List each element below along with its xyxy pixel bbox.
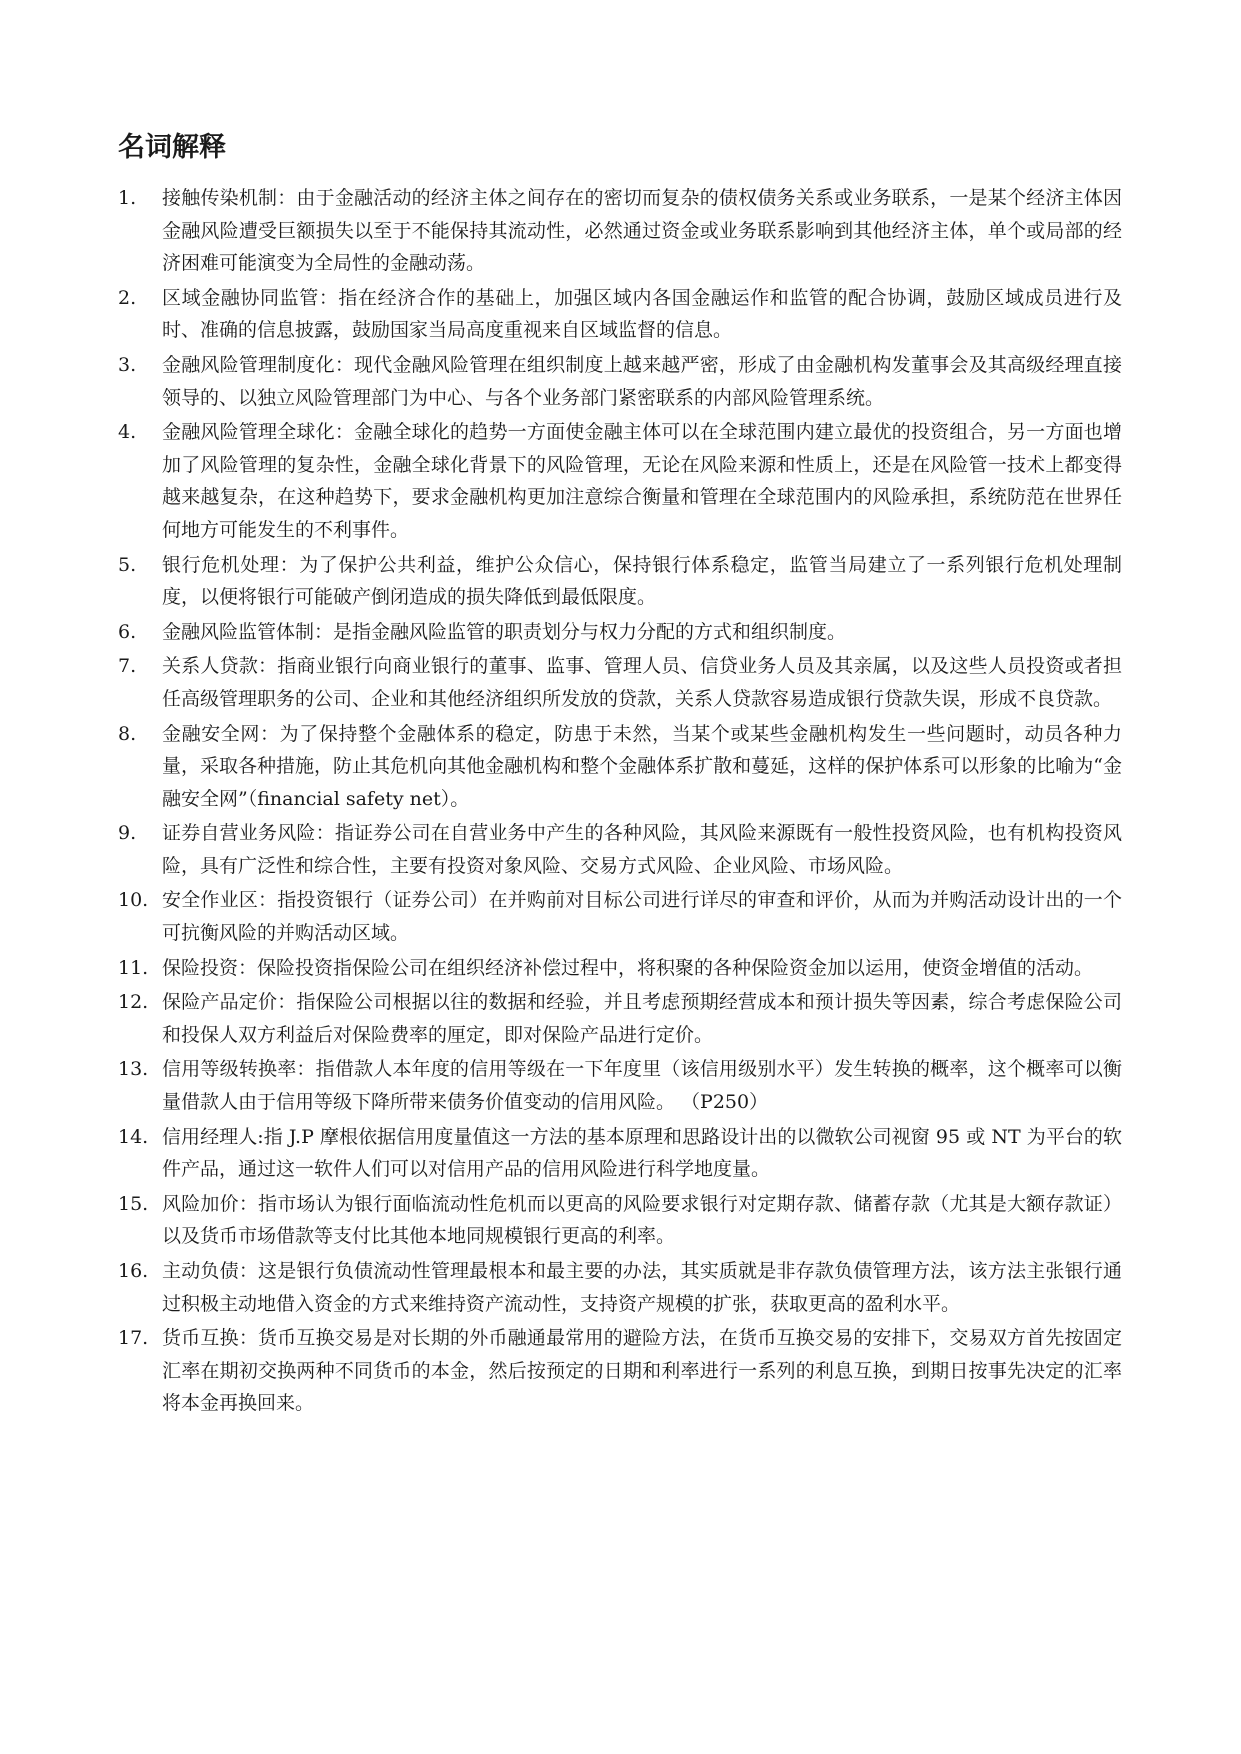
item-number: 8. <box>118 722 137 745</box>
item-text: 主动负债：这是银行负债流动性管理最根本和最主要的办法，其实质就是非存款负债管理方法，该方法主张银行通过积极主动地借入资金的方式来维持资产流动性，支持资产规模的扩张，获取更高的盈利水平。 <box>162 1260 1122 1315</box>
page-title: 名词解释 <box>118 132 226 163</box>
term-list <box>118 182 1122 1422</box>
item-number: 5. <box>118 553 137 576</box>
item-number: 14. <box>118 1125 149 1148</box>
item-text: 接触传染机制：由于金融活动的经济主体之间存在的密切而复杂的债权债务关系或业务联系，一是某个经济主体因金融风险遭受巨额损失以至于不能保持其流动性，必然通过资金或业务联系影响到其他经济主体，单个或局部的经济困难可能演变为全局性的金融动荡。 <box>162 187 1122 275</box>
list-item <box>118 416 1122 546</box>
list-item <box>118 817 1122 882</box>
item-text: 金融安全网：为了保持整个金融体系的稳定，防患于未然，当某个或某些金融机构发生一些问题时，动员各种力量，采取各种措施，防止其危机向其他金融机构和整个金融体系扩散和蔓延，这样的保护体系可以形象的比喻为“金融安全网”（financial safety net）。 <box>162 722 1122 810</box>
item-text: 区域金融协同监管：指在经济合作的基础上，加强区域内各国金融运作和监管的配合协调，鼓励区域成员进行及时、准确的信息披露，鼓励国家当局高度重视来自区域监督的信息。 <box>162 286 1122 342</box>
list-item <box>118 884 1122 949</box>
item-number: 13. <box>118 1058 149 1081</box>
item-text: 金融风险管理全球化：金融全球化的趋势一方面使金融主体可以在全球范围内建立最优的投资组合，另一方面也增加了风险管理的复杂性，金融全球化背景下的风险管理，无论在风险来源和性质上，还是在风险管一技术上都变得越来越复杂，在这种趋势下，要求金融机构更加注意综合衡量和管理在全球范围内的风险承担，系统防范在世界任何地方可能发生的不利事件。 <box>162 421 1122 541</box>
item-text: 信用经理人:指 J.P 摩根依据信用度量值这一方法的基本原理和思路设计出的以微软公司视窗 95 或 NT 为平台的软件产品，通过这一软件人们可以对信用产品的信用风险进行科学地度量。 <box>162 1125 1122 1181</box>
list-item <box>118 549 1122 614</box>
list-item <box>118 1255 1122 1320</box>
item-number: 9. <box>118 822 137 845</box>
item-number: 12. <box>118 991 149 1014</box>
item-text: 关系人贷款：指商业银行向商业银行的董事、监事、管理人员、信贷业务人员及其亲属，以及这些人员投资或者担任高级管理职务的公司、企业和其他经济组织所发放的贷款，关系人贷款容易造成银行贷款失误，形成不良贷款。 <box>162 655 1122 710</box>
item-number: 3. <box>118 353 137 376</box>
item-text: 金融风险监管体制：是指金融风险监管的职责划分与权力分配的方式和组织制度。 <box>162 620 847 643</box>
list-item <box>118 349 1122 414</box>
item-number: 15. <box>118 1192 149 1215</box>
item-number: 4. <box>118 421 137 444</box>
list-item <box>118 952 1122 985</box>
item-text: 银行危机处理：为了保护公共利益，维护公众信心，保持银行体系稳定，监管当局建立了一系列银行危机处理制度，以便将银行可能破产倒闭造成的损失降低到最低限度。 <box>162 553 1122 609</box>
list-item <box>118 282 1122 347</box>
list-item <box>118 1322 1122 1420</box>
list-item <box>118 986 1122 1051</box>
list-item <box>118 1053 1122 1118</box>
item-text: 证券自营业务风险：指证券公司在自营业务中产生的各种风险，其风险来源既有一般性投资风险，也有机构投资风险，具有广泛性和综合性，主要有投资对象风险、交易方式风险、企业风险、市场风险。 <box>162 822 1122 877</box>
list-item <box>118 1188 1122 1253</box>
list-item <box>118 650 1122 715</box>
item-text: 信用等级转换率：指借款人本年度的信用等级在一下年度里（该信用级别水平）发生转换的概率，这个概率可以衡量借款人由于信用等级下降所带来债务价值变动的信用风险。 （P250） <box>162 1058 1122 1114</box>
item-text: 安全作业区：指投资银行（证券公司）在并购前对目标公司进行详尽的审查和评价，从而为并购活动设计出的一个可抗衡风险的并购活动区域。 <box>162 889 1122 945</box>
item-text: 货币互换：货币互换交易是对长期的外币融通最常用的避险方法，在货币互换交易的安排下，交易双方首先按固定汇率在期初交换两种不同货币的本金，然后按预定的日期和利率进行一系列的利息互换，到期日按事先决定的汇率将本金再换回来。 <box>162 1327 1122 1415</box>
item-text: 金融风险管理制度化：现代金融风险管理在组织制度上越来越严密，形成了由金融机构发董事会及其高级经理直接领导的、以独立风险管理部门为中心、与各个业务部门紧密联系的内部风险管理系统。 <box>162 353 1122 409</box>
item-number: 16. <box>118 1260 149 1282</box>
list-item <box>118 718 1122 816</box>
list-item <box>118 182 1122 280</box>
item-number: 6. <box>118 620 137 643</box>
item-text: 风险加价：指市场认为银行面临流动性危机而以更高的风险要求银行对定期存款、储蓄存款（尤其是大额存款证）以及货币市场借款等支付比其他本地同规模银行更高的利率。 <box>162 1192 1122 1248</box>
list-item <box>118 1121 1122 1186</box>
list-item <box>118 616 1122 649</box>
item-number: 2. <box>118 286 137 309</box>
item-number: 17. <box>118 1327 149 1350</box>
item-number: 1. <box>118 187 137 209</box>
item-text: 保险投资：保险投资指保险公司在组织经济补偿过程中，将积聚的各种保险资金加以运用，使资金增值的活动。 <box>162 956 1094 979</box>
item-number: 11. <box>118 956 149 979</box>
item-number: 7. <box>118 655 137 678</box>
item-number: 10. <box>118 889 149 912</box>
item-text: 保险产品定价：指保险公司根据以往的数据和经验，并且考虑预期经营成本和预计损失等因素，综合考虑保险公司和投保人双方利益后对保险费率的厘定，即对保险产品进行定价。 <box>162 991 1122 1046</box>
